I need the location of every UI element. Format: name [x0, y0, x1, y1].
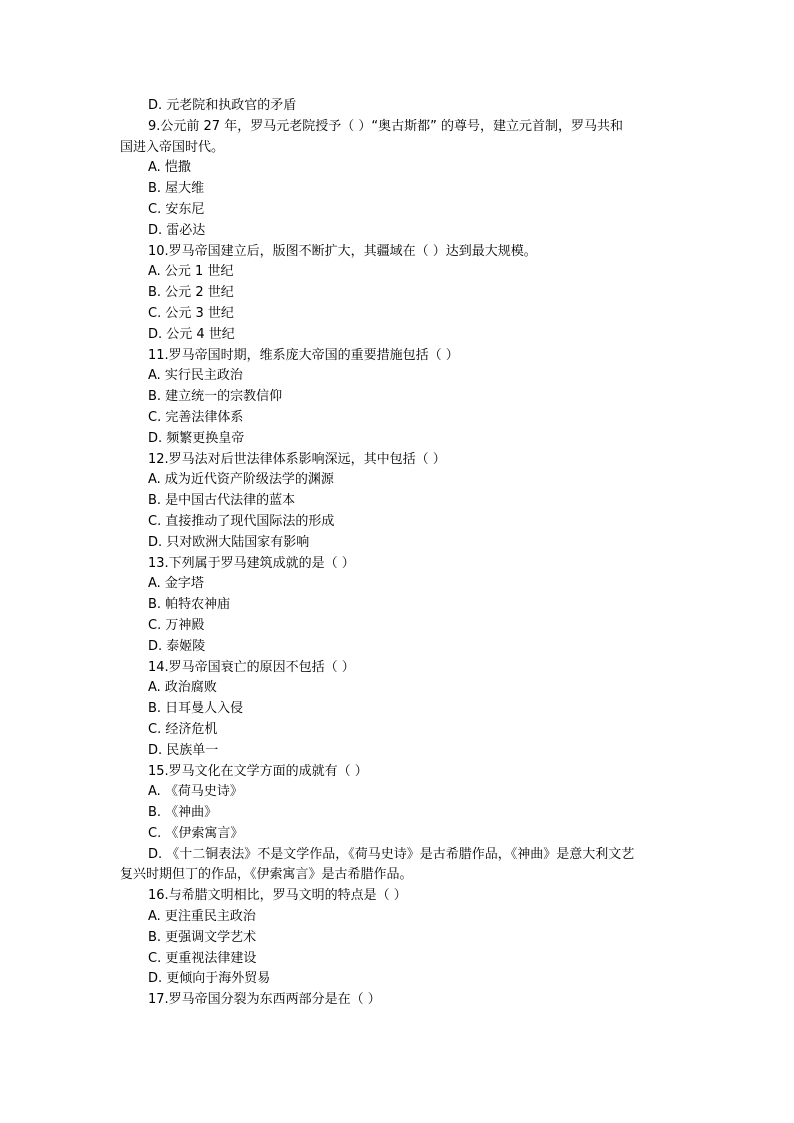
question-line: 14.罗马帝国衰亡的原因不包括（ ）	[148, 659, 355, 675]
option-line: A. 金字塔	[148, 576, 204, 592]
option-line: D. 只对欧洲大陆国家有影响	[148, 534, 310, 550]
question-line: 13.下列属于罗马建筑成就的是（ ）	[148, 555, 355, 571]
option-line: B. 公元 2 世纪	[148, 285, 234, 301]
question-line: 9.公元前 27 年，罗马元老院授予（ ）“奥古斯都” 的尊号，建立元首制，罗马共和	[148, 118, 623, 134]
option-line: C. 直接推动了现代国际法的形成	[148, 513, 335, 529]
option-line: A. 实行民主政治	[148, 368, 243, 384]
option-line: A. 公元 1 世纪	[148, 264, 234, 280]
option-line: D. 《十二铜表法》不是文学作品，《荷马史诗》是古希腊作品，《神曲》是意大利文艺	[148, 846, 635, 862]
option-line: B. 帕特农神庙	[148, 597, 231, 613]
option-continuation: 复兴时期但丁的作品，《伊索寓言》是古希腊作品。	[120, 867, 413, 883]
option-line: C. 经济危机	[148, 721, 218, 737]
option-line: D. 元老院和执政官的矛盾	[148, 98, 297, 113]
option-line: B. 更强调文学艺术	[148, 929, 257, 945]
option-line: C. 更重视法律建设	[148, 950, 257, 966]
question-line: 15.罗马文化在文学方面的成就有（ ）	[148, 763, 368, 779]
option-line: C. 安东尼	[148, 201, 205, 217]
question-line: 10.罗马帝国建立后，版图不断扩大，其疆域在（ ）达到最大规模。	[148, 243, 537, 259]
option-line: B. 《神曲》	[148, 805, 218, 821]
question-line: 12.罗马法对后世法律体系影响深远，其中包括（ ）	[148, 451, 446, 467]
option-line: C. 公元 3 世纪	[148, 305, 234, 321]
document-body	[120, 96, 680, 1011]
option-line: D. 更倾向于海外贸易	[148, 971, 271, 987]
option-line: B. 日耳曼人入侵	[148, 701, 244, 717]
question-line: 17.罗马帝国分裂为东西两部分是在（ ）	[148, 992, 381, 1008]
question-continuation: 国进入帝国时代。	[120, 139, 225, 155]
option-line: C. 万神殿	[148, 617, 205, 633]
option-line: A. 更注重民主政治	[148, 909, 256, 925]
question-line: 16.与希腊文明相比，罗马文明的特点是（ ）	[148, 888, 407, 904]
option-line: A. 成为近代资产阶级法学的渊源	[148, 472, 334, 488]
option-line: D. 公元 4 世纪	[148, 326, 235, 342]
option-line: D. 频繁更换皇帝	[148, 430, 245, 446]
option-line: A. 恺撒	[148, 160, 191, 176]
question-line: 11.罗马帝国时期，维系庞大帝国的重要措施包括（ ）	[148, 347, 459, 363]
option-line: A. 《荷马史诗》	[148, 784, 243, 800]
option-line: D. 雷必达	[148, 222, 206, 238]
option-line: D. 泰姬陵	[148, 638, 206, 654]
option-line: D. 民族单一	[148, 742, 219, 758]
option-line: B. 屋大维	[148, 181, 205, 197]
option-line: B. 建立统一的宗教信仰	[148, 389, 283, 405]
option-line: A. 政治腐败	[148, 680, 217, 696]
option-line: B. 是中国古代法律的蓝本	[148, 493, 296, 509]
option-line: C. 完善法律体系	[148, 409, 244, 425]
option-line: C. 《伊索寓言》	[148, 825, 244, 841]
